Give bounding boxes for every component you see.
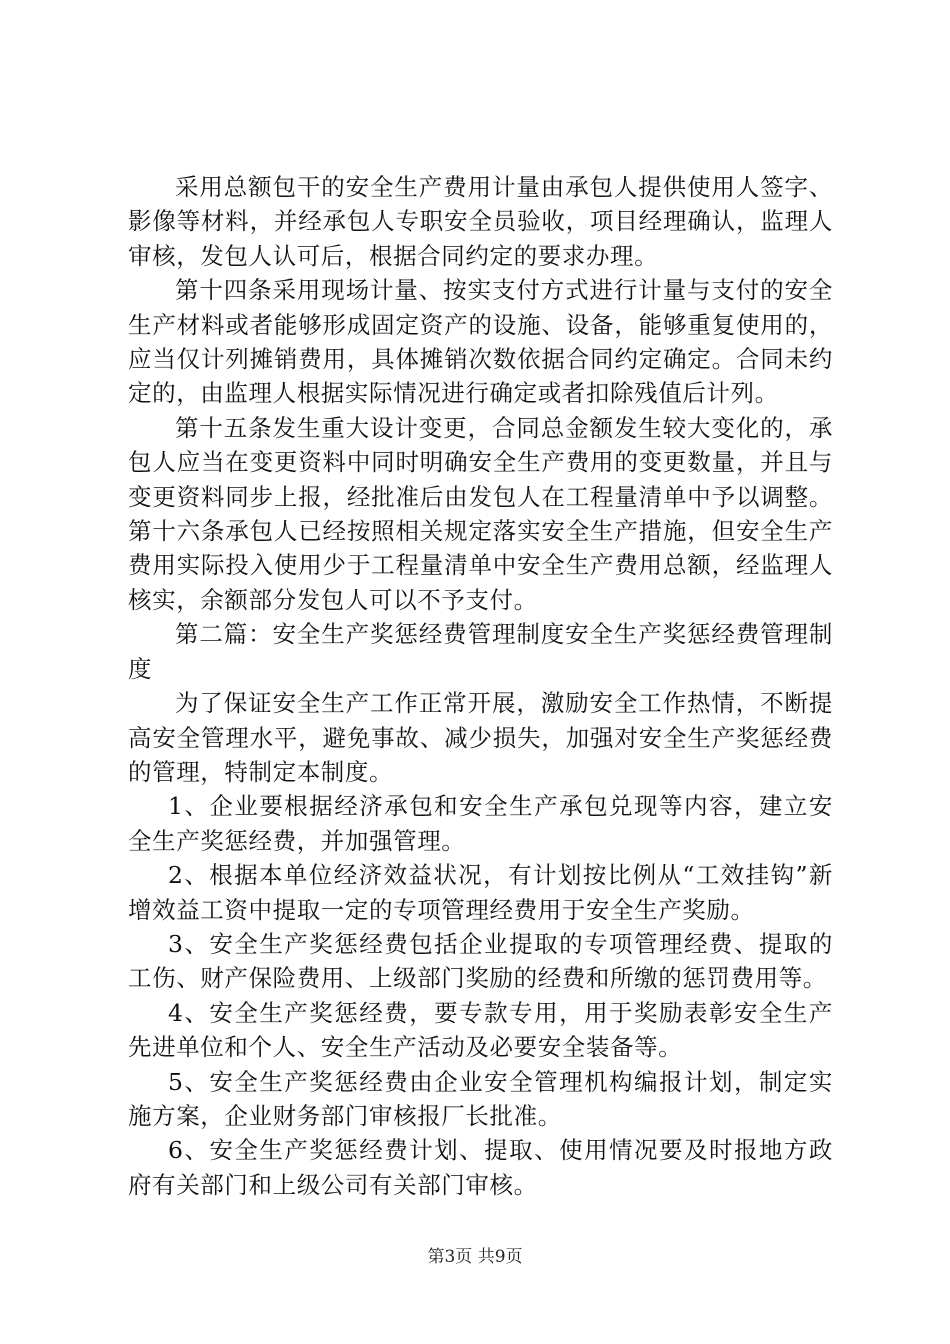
paragraph-article-14: 第十四条采用现场计量、按实支付方式进行计量与支付的安全生产材料或者能够形成固定资产的设施、设备，能够重复使用的，应当仅计列摊销费用，具体摊销次数依据合同约定确定。合同未约定的，由监理人根据实际情况进行确定或者扣除残值后计列。 (128, 276, 833, 408)
paragraph-article-15-16: 第十五条发生重大设计变更，合同总金额发生较大变化的，承包人应当在变更资料中同时明确安全生产费用的变更数量，并且与变更资料同步上报，经批准后由发包人在工程量清单中予以调整。第十六条承包人已经按照相关规定落实安全生产措施，但安全生产费用实际投入使用少于工程量清单中安全生产费用总额，经监理人核实，余额部分发包人可以不予支付。 (128, 413, 833, 614)
page-number-footer: 第3页 共9页 (427, 1247, 523, 1267)
list-item-2: 2、根据本单位经济效益状况，有计划按比例从“工效挂钩”新增效益工资中提取一定的专项管理经费用于安全生产奖励。 (128, 861, 833, 924)
paragraph-purpose: 为了保证安全生产工作正常开展，激励安全工作热情，不断提高安全管理水平，避免事故、减少损失，加强对安全生产奖惩经费的管理，特制定本制度。 (128, 689, 833, 786)
list-item-6: 6、安全生产奖惩经费计划、提取、使用情况要及时报地方政府有关部门和上级公司有关部门审核。 (128, 1136, 833, 1199)
paragraph-lump-sum-measurement: 采用总额包干的安全生产费用计量由承包人提供使用人签字、影像等材料，并经承包人专职安全员验收，项目经理确认，监理人审核，发包人认可后，根据合同约定的要求办理。 (128, 173, 833, 270)
section-heading-part-two: 第二篇：安全生产奖惩经费管理制度安全生产奖惩经费管理制度 (128, 620, 833, 683)
list-item-5: 5、安全生产奖惩经费由企业安全管理机构编报计划，制定实施方案，企业财务部门审核报厂长批准。 (128, 1067, 833, 1130)
document-body (128, 170, 833, 1202)
list-item-1: 1、企业要根据经济承包和安全生产承包兑现等内容，建立安全生产奖惩经费，并加强管理。 (128, 792, 833, 855)
list-item-3: 3、安全生产奖惩经费包括企业提取的专项管理经费、提取的工伤、财产保险费用、上级部门奖励的经费和所缴的惩罚费用等。 (128, 929, 833, 993)
list-item-4: 4、安全生产奖惩经费，要专款专用，用于奖励表彰安全生产先进单位和个人、安全生产活动及必要安全装备等。 (128, 998, 833, 1062)
